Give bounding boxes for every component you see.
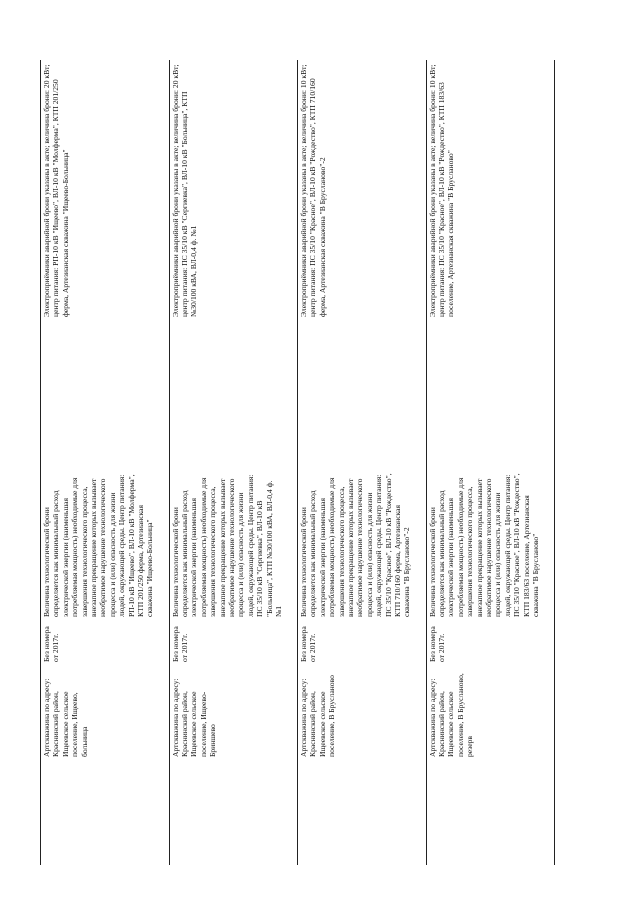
table-cell-empty — [426, 320, 555, 470]
table-cell-empty — [169, 320, 298, 470]
table-cell-empty — [169, 760, 298, 805]
table-row — [298, 60, 427, 865]
table-cell-empty — [426, 760, 555, 805]
table-row — [426, 60, 555, 865]
document-cell: Без номера от 2017г. — [41, 620, 170, 665]
table-row — [169, 60, 298, 865]
tech-reserve-cell: Величина технологической брони определяется как минимальный расход электрической энергии (наименьшая потребляемая мощность) необходимые для завершения технологического процесса, внезапное прекращение которых вызывает необратимое нарушение технологического процесса и (или) опасность для жизни людей, окружающей среды. Центр питания: ПС 35/10 кВ "Сергиевка", ВЛ-10 кВ "Больница", КТП №30/100 кВА, ВЛ-0,4 ф. №1 — [169, 470, 298, 620]
emergency-reserve-cell: Электроприёмники аварийной брони указаны в акте; величина брони: 20 кВт; центр питания: РП-10 кВ "Ищеево", ВЛ-10 кВ "Молферма", КТП 201/250 ферма, Артезианская скважина "Ищеево-Больница" — [41, 60, 170, 320]
rotated-table-wrapper — [40, 60, 555, 865]
table-row — [41, 60, 170, 865]
document-cell: Без номера от 2017г. — [298, 620, 427, 665]
table-cell-empty — [41, 320, 170, 470]
reservation-table — [40, 60, 555, 865]
tech-reserve-cell: Величина технологической брони определяется как минимальный расход электрической энергии (наименьшая потребляемая мощность) необходимые для завершения технологического процесса, внезапное прекращение которых вызывает необратимое нарушение технологического процесса и (или) опасность для жизни людей, окружающей среды. Центр питания: РП-10 кВ "Ищеево", ВЛ-10 кВ "Молферма", КТП 201/250 ферма, Артезианская скважина "Ищеево-Больница" — [41, 470, 170, 620]
document-cell: Без номера от 2017г. — [169, 620, 298, 665]
object-cell: Артскважина по адресу: Краснинский район, Ищеевское сельское поселение, В Брусланово — [298, 665, 427, 760]
emergency-reserve-cell: Электроприёмники аварийной брони указаны в акте; величина брони: 10 кВт; центр питания: ПС 35/10 "Красное", ВЛ-10 кВ "Рождество", КТП 183/63 поселение, Артезианская скважина "В Брусланово" — [426, 60, 555, 320]
object-cell: Артскважина по адресу: Краснинский район, Ищеевское сельское поселение, Ищеево-Бриншево — [169, 665, 298, 760]
emergency-reserve-cell: Электроприёмники аварийной брони указаны в акте; величина брони: 20 кВт; центр питания: ПС 35/10 кВ "Сергиевка", ВЛ-10 кВ "Больница", КТП №30/100 кВА, ВЛ-0,4 ф. №1 — [169, 60, 298, 320]
table-cell-empty — [298, 760, 427, 805]
tech-reserve-cell: Величина технологической брони определяется как минимальный расход электрической энергии (наименьшая потребляемая мощность) необходимые для завершения технологического процесса, внезапное прекращение которых вызывает необратимое нарушение технологического процесса и (или) опасность для жизни людей, окружающей среды. Центр питания: ПС 35/10 "Красное", ВЛ-10 кВ "Рождество", КТП 710/160 ферма, Артезианская скважина "В Брусланово"-2 — [298, 470, 427, 620]
document-cell: Без номера от 2017г. — [426, 620, 555, 665]
tech-reserve-cell: Величина технологической брони определяется как минимальный расход электрической энергии (наименьшая потребляемая мощность) необходимые для завершения технологического процесса, внезапное прекращение которых вызывает необратимое нарушение технологического процесса и (или) опасность для жизни людей, окружающей среды. Центр питания: ПС 35/10 "Красное", ВЛ-10 кВ "Рождество", КТП 183/63 поселение, Артезианская скважина "В Брусланово" — [426, 470, 555, 620]
emergency-reserve-cell: Электроприёмники аварийной брони указаны в акте; величина брони: 10 кВт; центр питания: ПС 35/10 "Красное", ВЛ-10 кВ "Рождество", КТП 710/160 ферма, Артезианская скважина "В Брусланово"-2 — [298, 60, 427, 320]
object-cell: Артскважина по адресу: Краснинский район, Ищеевское сельское поселение, Ищеево, больница — [41, 665, 170, 760]
table-cell-empty — [41, 760, 170, 805]
table-cell-empty — [169, 805, 298, 865]
table-cell-empty — [426, 805, 555, 865]
object-cell: Артскважина по адресу: Краснинский район, Ищеевское сельское поселение, В Брусланово, резерв — [426, 665, 555, 760]
table-cell-empty — [41, 805, 170, 865]
table-cell-empty — [298, 320, 427, 470]
table-cell-empty — [298, 805, 427, 865]
